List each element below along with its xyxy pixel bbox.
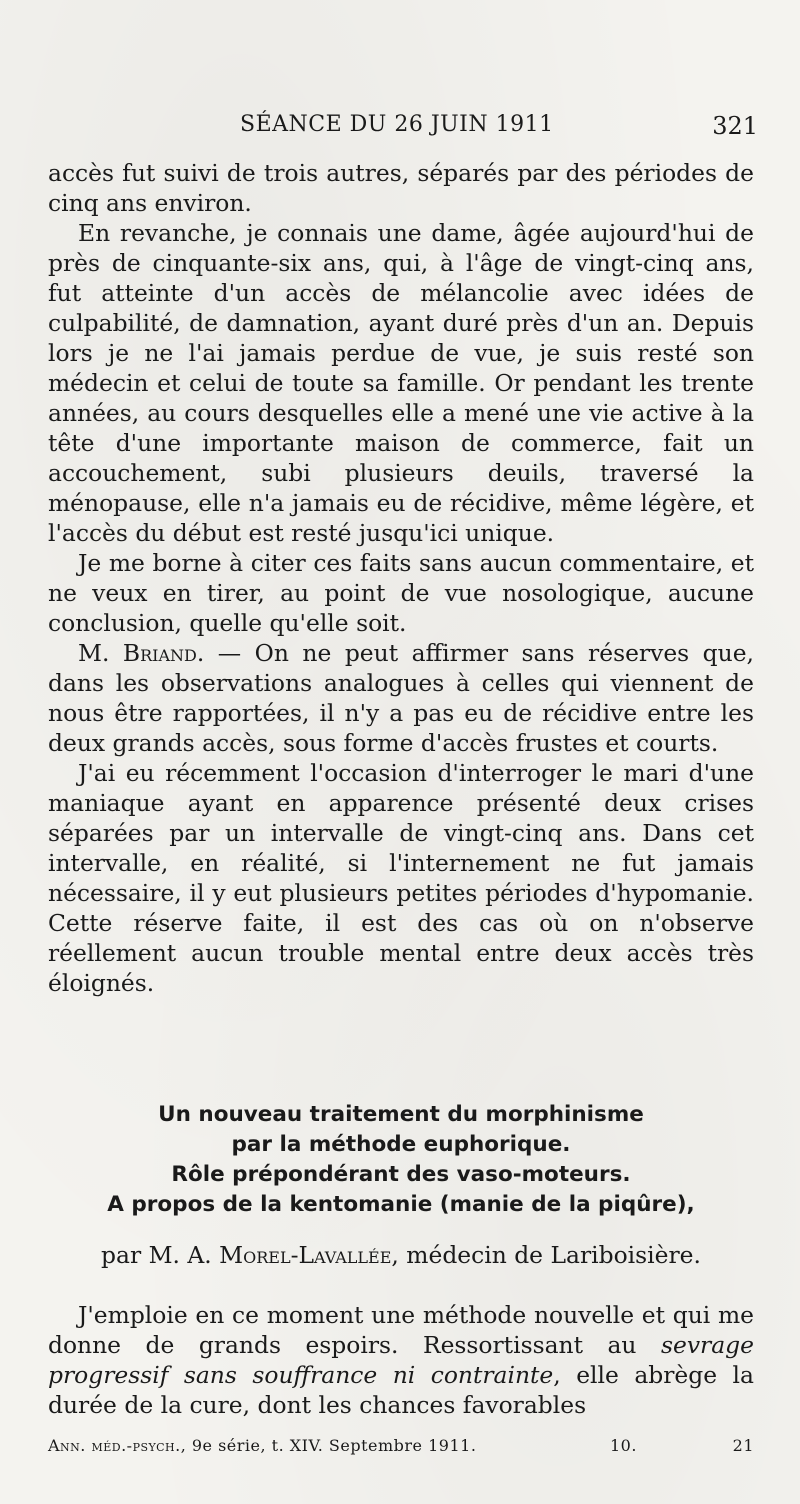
paragraph-case-report: En revanche, je connais une dame, âgée aujourd'hui de près de cinquante-six ans, qui, à l'âge de vingt-cinq ans, fut atteinte d'un accès de mélancolie avec idées de culpabilité, de damnation, ayant duré près d'un an. Depuis lors je ne l'ai jamais perdue de vue, je suis resté son médecin et celui de toute sa famille. Or pendant les trente années, au cours desquelles elle a mené une vie active à la tête d'une importante maison de commerce, fait un accouchement, subi plusieurs deuils, traversé la ménopause, elle n'a jamais eu de récidive, même légère, et l'accès du début est resté jusqu'ici unique. — [48, 219, 754, 547]
body-text — [48, 158, 754, 998]
paragraph-continuation: accès fut suivi de trois autres, séparés par des périodes de cinq ans environ. — [48, 159, 754, 217]
paragraph-briand — [48, 638, 754, 758]
byline-suffix: , médecin de Lariboisière. — [391, 1241, 701, 1269]
text-segment: , elle abrège la durée de la cure, dont les chances favorables — [48, 1361, 754, 1419]
journal-abbreviation: Ann. méd.-psych. — [48, 1436, 181, 1455]
running-head — [48, 112, 758, 146]
page-footer — [48, 1436, 754, 1462]
paragraph-conclusion: Je me borne à citer ces faits sans aucun commentaire, et ne veux en tirer, au point de vue nosologique, aucune conclusion, quelle qu'elle soit. — [48, 549, 754, 637]
speaker-name: M. Briand. — [78, 639, 205, 667]
journal-series: , 9e série, t. XIV. Septembre 1911. — [180, 1436, 477, 1455]
sheet-number: 21 — [732, 1436, 754, 1455]
text-segment: J'emploie en ce moment une méthode nouvelle et qui me donne de grands espoirs. Ressortissant au — [48, 1301, 754, 1359]
article-body — [48, 1300, 754, 1420]
article-title-line-2: par la méthode euphorique. — [231, 1132, 571, 1157]
byline-prefix: par M. A. — [101, 1241, 220, 1269]
article-title-line-1: Un nouveau traitement du morphinisme — [158, 1102, 644, 1127]
article-title-line-3: Rôle prépondérant des vaso-moteurs. — [171, 1162, 631, 1187]
article-title — [48, 1100, 754, 1220]
page-number: 321 — [712, 112, 758, 140]
article-first-paragraph — [48, 1300, 754, 1420]
article-title-line-4: A propos de la kentomanie (manie de la piqûre), — [107, 1192, 695, 1217]
running-title: SÉANCE DU 26 JUIN 1911 — [240, 112, 554, 137]
byline — [48, 1240, 754, 1270]
author-name: Morel-Lavallée — [219, 1241, 392, 1269]
journal-citation — [48, 1436, 476, 1455]
speaker-remark: — On ne peut affirmer sans réserves que, dans les observations analogues à celles qui viennent de nous être rapportées, il n'y a pas eu de récidive entre les deux grands accès, sous forme d'accès frustes et courts. — [48, 639, 754, 757]
signature-mark: 10. — [610, 1436, 637, 1455]
italic-phrase: sevrage progressif sans souffrance ni contrainte — [48, 1331, 754, 1389]
paragraph-maniac-case: J'ai eu récemment l'occasion d'interroger le mari d'une maniaque ayant en apparence présenté deux crises séparées par un intervalle de vingt-cinq ans. Dans cet intervalle, en réalité, si l'internement ne fut jamais nécessaire, il y eut plusieurs petites périodes d'hypomanie. Cette réserve faite, il est des cas où on n'observe réellement aucun trouble mental entre deux accès très éloignés. — [48, 759, 754, 997]
